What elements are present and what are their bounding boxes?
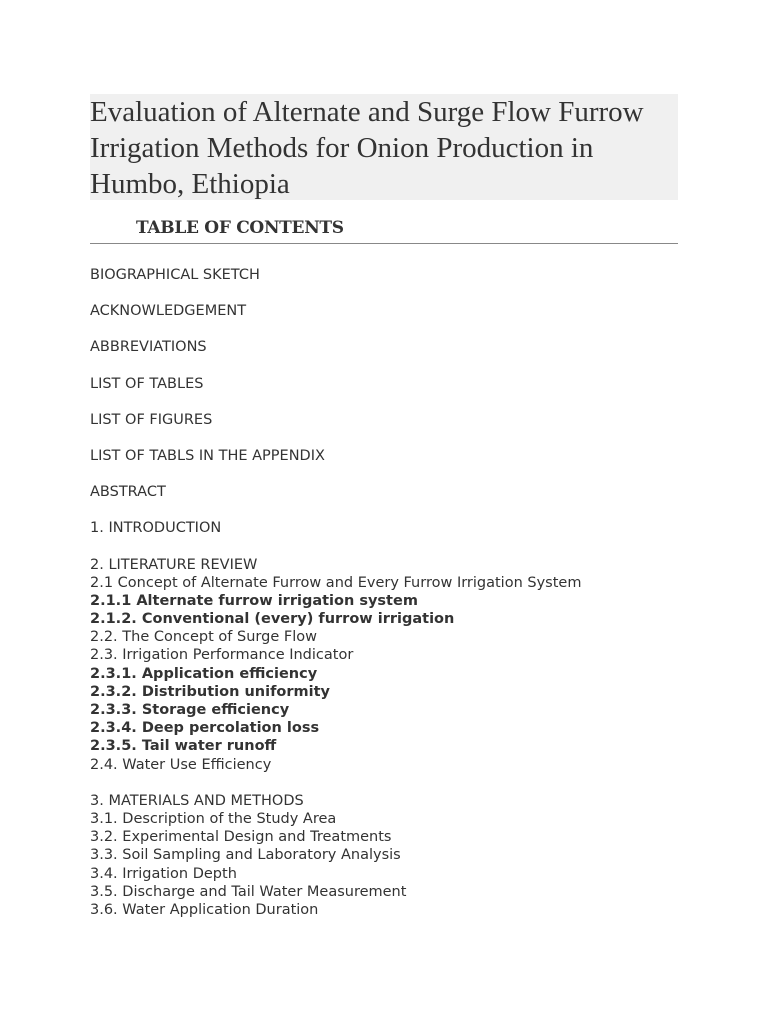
toc-entry[interactable]: LIST OF TABLES [90,375,204,392]
toc-entry[interactable]: ACKNOWLEDGEMENT [90,303,247,320]
toc-entry[interactable]: 2.3.2. Distribution uniformity [90,683,330,700]
toc-entry[interactable]: 2.1.2. Conventional (every) furrow irrigation [90,611,455,628]
toc-heading: TABLE OF CONTENTS [136,218,344,238]
toc-list [90,266,690,919]
toc-entry[interactable]: 1. INTRODUCTION [90,520,222,537]
toc-entry[interactable]: 3.5. Discharge and Tail Water Measurement [90,883,407,900]
toc-entry[interactable]: ABSTRACT [90,484,166,501]
toc-entry[interactable]: 2.1.1 Alternate furrow irrigation system [90,592,418,609]
toc-entry[interactable]: 2.4. Water Use Efficiency [90,756,272,773]
toc-entry[interactable]: 2.2. The Concept of Surge Flow [90,629,317,646]
toc-entry[interactable]: 3. MATERIALS AND METHODS [90,792,304,809]
toc-entry[interactable]: 2.3.5. Tail water runoff [90,738,277,755]
toc-entry[interactable]: 3.1. Description of the Study Area [90,810,337,827]
toc-entry[interactable]: 2.1 Concept of Alternate Furrow and Every Furrow Irrigation System [90,574,582,591]
toc-entry[interactable]: 3.4. Irrigation Depth [90,865,237,882]
toc-entry[interactable]: 2.3.4. Deep percolation loss [90,720,320,737]
toc-entry[interactable]: LIST OF TABLS IN THE APPENDIX [90,447,325,464]
toc-entry[interactable]: 2.3. Irrigation Performance Indicator [90,647,354,664]
toc-entry[interactable]: LIST OF FIGURES [90,411,213,428]
title-banner [90,94,678,200]
toc-entry[interactable]: 3.6. Water Application Duration [90,901,319,918]
toc-divider [90,243,678,244]
document-title: Evaluation of Alternate and Surge Flow Furrow Irrigation Methods for Onion Production in Humbo, Ethiopia [90,96,644,200]
toc-entry[interactable]: 3.2. Experimental Design and Treatments [90,829,392,846]
toc-entry[interactable]: 2.3.1. Application efficiency [90,665,318,682]
toc-entry[interactable]: BIOGRAPHICAL SKETCH [90,267,260,283]
toc-entry[interactable]: 2.3.3. Storage efficiency [90,702,290,718]
toc-entry[interactable]: 2. LITERATURE REVIEW [90,556,258,573]
toc-entry[interactable]: ABBREVIATIONS [90,339,207,356]
toc-entry[interactable]: 3.3. Soil Sampling and Laboratory Analysis [90,847,401,864]
